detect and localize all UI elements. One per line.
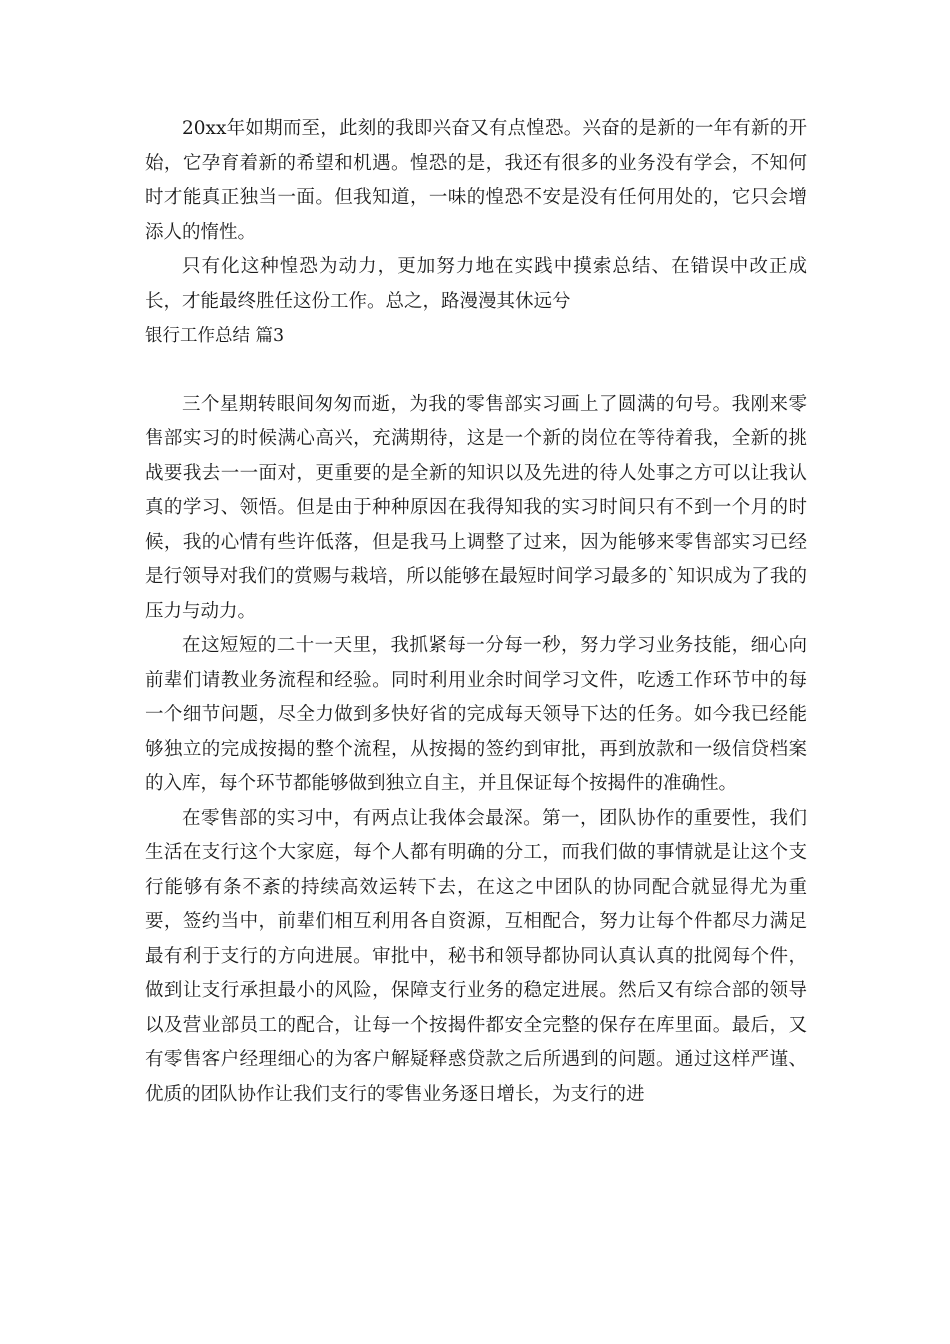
spacer [145,354,807,388]
paragraph: 在这短短的二十一天里，我抓紧每一分每一秒，努力学习业务技能，细心向前辈们请教业务流程和经验。同时利用业余时间学习文件，吃透工作环节中的每一个细节问题，尽全力做到多快好省的完成每天领导下达的任务。如今我已经能够独立的完成按揭的整个流程，从按揭的签约到审批，再到放款和一级信贷档案的入库，每个环节都能够做到独立自主，并且保证每个按揭件的准确性。 [145,635,807,794]
section-heading: 银行工作总结 篇3 [145,326,285,346]
document-body [145,112,807,1112]
paragraph: 20xx年如期而至，此刻的我即兴奋又有点惶恐。兴奋的是新的一年有新的开始，它孕育着新的希望和机遇。惶恐的是，我还有很多的业务没有学会，不知何时才能真正独当一面。但我知道，一味的惶恐不安是没有任何用处的，它只会增添人的惰性。 [145,118,807,243]
paragraph: 在零售部的实习中，有两点让我体会最深。第一，团队协作的重要性，我们生活在支行这个大家庭，每个人都有明确的分工，而我们做的事情就是让这个支行能够有条不紊的持续高效运转下去，在这之中团队的协同配合就显得尤为重要，签约当中，前辈们相互利用各自资源，互相配合，努力让每个件都尽力满足最有利于支行的方向进展。审批中，秘书和领导都协同认真认真的批阅每个件，做到让支行承担最小的风险，保障支行业务的稳定进展。然后又有综合部的领导以及营业部员工的配合，让每一个按揭件都安全完整的保存在库里面。最后，又有零售客户经理细心的为客户解疑释惑贷款之后所遇到的问题。通过这样严谨、优质的团队协作让我们支行的零售业务逐日增长，为支行的进 [145,807,807,1105]
paragraph: 三个星期转眼间匆匆而逝，为我的零售部实习画上了圆满的句号。我刚来零售部实习的时候满心高兴，充满期待，这是一个新的岗位在等待着我，全新的挑战要我去一一面对，更重要的是全新的知识以及先进的待人处事之方可以让我认真的学习、领悟。但是由于种种原因在我得知我的实习时间只有不到一个月的时候，我的心情有些许低落，但是我马上调整了过来，因为能够来零售部实习已经是行领导对我们的赏赐与栽培，所以能够在最短时间学习最多的`知识成为了我的压力与动力。 [145,393,807,622]
paragraph: 只有化这种惶恐为动力，更加努力地在实践中摸索总结、在错误中改正成长，才能最终胜任这份工作。总之，路漫漫其休远兮 [145,256,807,312]
